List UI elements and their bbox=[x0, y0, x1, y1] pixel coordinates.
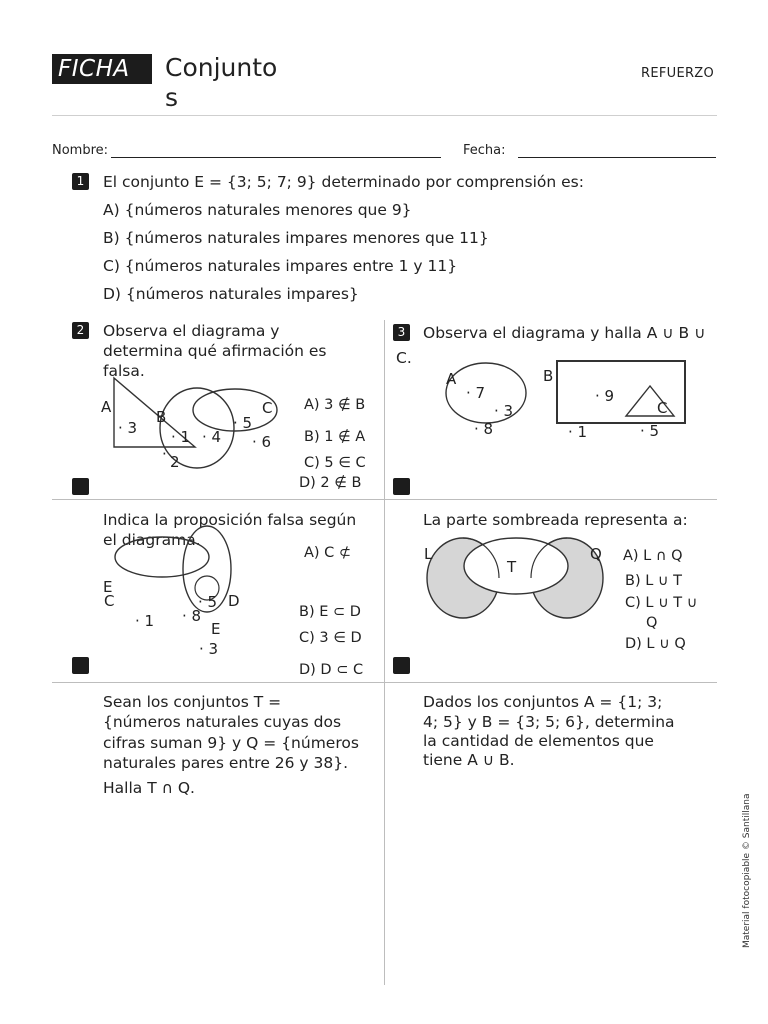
diagram-2-label-c: C bbox=[262, 399, 273, 417]
question-4-text-line1: Indica la proposición falsa según bbox=[103, 511, 357, 529]
row-divider-2 bbox=[52, 682, 717, 683]
question-5-option-c-wrap: Q bbox=[646, 615, 658, 631]
name-field[interactable] bbox=[111, 157, 441, 158]
question-2-option-a: A) 3 ∉ B bbox=[304, 397, 366, 413]
question-4-option-c: C) 3 ∈ D bbox=[299, 630, 362, 646]
question-6-text-line3: cifras suman 9} y Q = {números bbox=[103, 734, 359, 752]
diagram-3-element-8: · 8 bbox=[474, 420, 494, 438]
question-6-text-line1: Sean los conjuntos T = bbox=[103, 693, 282, 711]
diagram-2-label-a: A bbox=[101, 398, 112, 416]
question-4-option-b: B) E ⊂ D bbox=[299, 604, 361, 620]
question-4-option-d: D) D ⊂ C bbox=[299, 662, 364, 678]
question-3-text-line2: C. bbox=[396, 349, 412, 367]
question-3-text-line1: Observa el diagrama y halla A ∪ B ∪ bbox=[423, 324, 706, 342]
question-1-option-b: B) {números naturales impares menores que 11} bbox=[103, 229, 489, 247]
diagram-2-element-1: · 1 bbox=[171, 428, 191, 446]
question-1-badge: 1 bbox=[72, 173, 89, 190]
row-divider-1 bbox=[52, 499, 717, 500]
question-4-diagram bbox=[110, 520, 240, 630]
question-7-text-line3: la cantidad de elementos que bbox=[423, 732, 654, 750]
question-4-option-a: A) C ⊄ bbox=[304, 545, 352, 561]
question-6-text-line4: naturales pares entre 26 y 38}. bbox=[103, 754, 349, 772]
diagram-3-element-7: · 7 bbox=[466, 384, 486, 402]
diagram-3-element-1: · 1 bbox=[568, 423, 588, 441]
diagram-4-label-c: C bbox=[104, 592, 115, 610]
diagram-5-label-l: L bbox=[424, 545, 433, 563]
diagram-2-element-3: · 3 bbox=[118, 419, 138, 437]
answer-box-4[interactable] bbox=[72, 657, 89, 674]
diagram-2-element-2: 2 bbox=[170, 453, 180, 471]
question-2-text-line3: falsa. bbox=[103, 362, 145, 380]
date-label: Fecha: bbox=[463, 143, 506, 158]
diagram-3-element-9: · 9 bbox=[595, 387, 615, 405]
diagram-3-label-c: C bbox=[657, 399, 668, 417]
question-2-option-b: B) 1 ∉ A bbox=[304, 429, 366, 445]
question-5-diagram bbox=[420, 530, 610, 625]
diagram-2-label-b: B bbox=[156, 408, 167, 426]
question-1-option-a: A) {números naturales menores que 9} bbox=[103, 201, 412, 219]
page-title: Conjunto bbox=[165, 53, 278, 82]
answer-box-2[interactable] bbox=[72, 478, 89, 495]
question-7-text-line2: 4; 5} y B = {3; 5; 6}, determina bbox=[423, 713, 675, 731]
question-1-option-c: C) {números naturales impares entre 1 y 11} bbox=[103, 257, 458, 275]
question-5-option-a: A) L ∩ Q bbox=[623, 548, 683, 564]
diagram-4-element-1: · 1 bbox=[135, 612, 155, 630]
question-2-text-line2: determina qué afirmación es bbox=[103, 342, 327, 360]
diagram-4-element-3: · 3 bbox=[199, 640, 219, 658]
header-divider bbox=[52, 115, 717, 116]
question-2-badge: 2 bbox=[72, 322, 89, 339]
answer-box-3[interactable] bbox=[393, 478, 410, 495]
question-2-option-c: C) 5 ∈ C bbox=[304, 455, 366, 471]
question-5-option-c: C) L ∪ T ∪ bbox=[625, 595, 698, 611]
column-divider bbox=[384, 320, 385, 985]
diagram-4-label-e: E bbox=[211, 620, 221, 638]
diagram-5-label-t: T bbox=[507, 558, 517, 576]
question-1-option-d: D) {números naturales impares} bbox=[103, 285, 359, 303]
diagram-3-element-5: · 5 bbox=[640, 422, 660, 440]
level-label: REFUERZO bbox=[641, 66, 715, 81]
question-6-task: Halla T ∩ Q. bbox=[103, 779, 195, 797]
diagram-2-element-4: · 4 bbox=[202, 428, 222, 446]
diagram-3-element-3: · 3 bbox=[494, 402, 514, 420]
question-7-text-line4: tiene A ∪ B. bbox=[423, 751, 515, 769]
diagram-4-element-5: · 5 bbox=[198, 593, 218, 611]
diagram-2-element-6: · 6 bbox=[252, 433, 272, 451]
question-2-text-line1: Observa el diagrama y bbox=[103, 322, 280, 340]
diagram-3-label-a: A bbox=[446, 370, 457, 388]
diagram-5-label-q: Q bbox=[590, 545, 602, 563]
diagram-4-label-d: D bbox=[228, 592, 240, 610]
question-5-text: La parte sombreada representa a: bbox=[423, 511, 688, 529]
ficha-badge: FICHA bbox=[52, 54, 152, 84]
copyright-credit: Material fotocopiable © Santillana bbox=[742, 793, 752, 948]
diagram-4-element-8: · 8 bbox=[182, 607, 202, 625]
question-1-text: El conjunto E = {3; 5; 7; 9} determinado por comprensión es: bbox=[103, 173, 584, 191]
question-2-option-d: D) 2 ∉ B bbox=[299, 475, 362, 491]
date-field[interactable] bbox=[518, 157, 716, 158]
diagram-2-element-5: · 5 bbox=[233, 414, 253, 432]
question-4-text-line2: el diagrama. bbox=[103, 531, 201, 549]
page-title-wrap: s bbox=[165, 83, 179, 112]
question-7-text-line1: Dados los conjuntos A = {1; 3; bbox=[423, 693, 663, 711]
set-a-ellipse bbox=[446, 363, 526, 423]
question-3-badge: 3 bbox=[393, 324, 410, 341]
diagram-2-element-2-dot: · bbox=[162, 445, 167, 463]
answer-box-5[interactable] bbox=[393, 657, 410, 674]
question-6-text-line2: {números naturales cuyas dos bbox=[103, 713, 342, 731]
question-5-option-d: D) L ∪ Q bbox=[625, 636, 686, 652]
set-c-ellipse bbox=[115, 537, 209, 577]
diagram-4-label-e-top: E bbox=[103, 578, 113, 596]
question-5-option-b: B) L ∪ T bbox=[625, 573, 682, 589]
name-label: Nombre: bbox=[52, 143, 109, 158]
diagram-3-label-b: B bbox=[543, 367, 554, 385]
